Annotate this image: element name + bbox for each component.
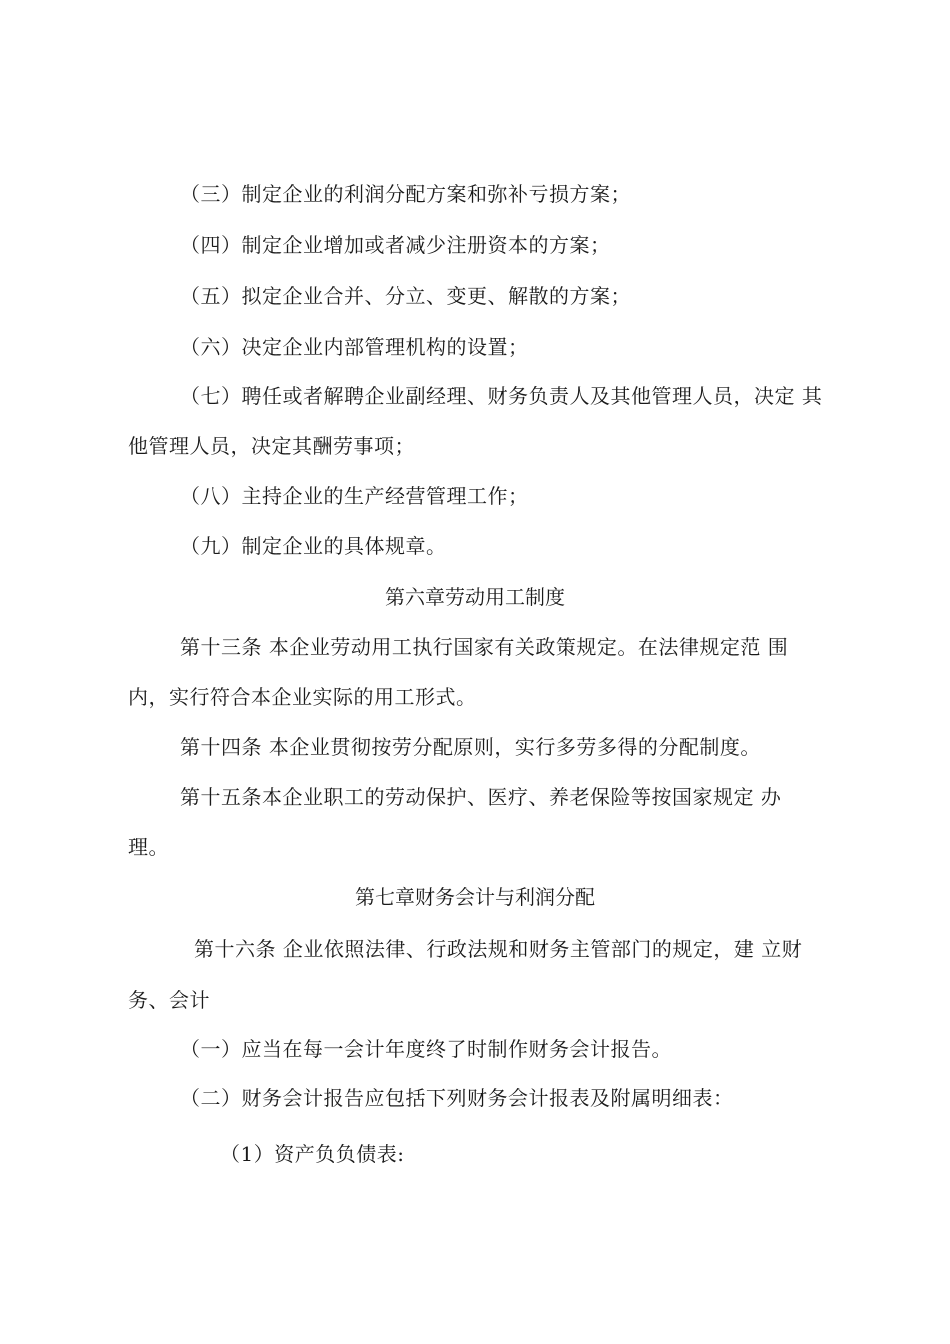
item-3: （三）制定企业的利润分配方案和弥补亏损方案； bbox=[180, 182, 631, 206]
article-16-line-2: 务、会计 bbox=[128, 988, 210, 1012]
finance-item-1: （一）应当在每一会计年度终了时制作财务会计报告。 bbox=[180, 1037, 672, 1061]
article-15-line-1: 第十五条本企业职工的劳动保护、医疗、养老保险等按国家规定 办 bbox=[180, 785, 782, 809]
article-15-line-2: 理。 bbox=[128, 835, 169, 859]
article-14: 第十四条 本企业贯彻按劳分配原则，实行多劳多得的分配制度。 bbox=[180, 735, 761, 759]
article-13-line-1: 第十三条 本企业劳动用工执行国家有关政策规定。在法律规定范 围 bbox=[180, 635, 789, 659]
item-8: （八）主持企业的生产经营管理工作； bbox=[180, 484, 529, 508]
item-6: （六）决定企业内部管理机构的设置； bbox=[180, 335, 529, 359]
chapter-6-title: 第六章劳动用工制度 bbox=[385, 585, 565, 609]
sub-item-1: （1）资产负负债表: bbox=[220, 1142, 405, 1166]
item-9: （九）制定企业的具体规章。 bbox=[180, 534, 447, 558]
finance-item-2: （二）财务会计报告应包括下列财务会计报表及附属明细表： bbox=[180, 1086, 734, 1110]
article-13-line-2: 内，实行符合本企业实际的用工形式。 bbox=[128, 685, 477, 709]
item-7-line-1: （七）聘任或者解聘企业副经理、财务负责人及其他管理人员，决定 其 bbox=[180, 384, 823, 408]
article-16-line-1: 第十六条 企业依照法律、行政法规和财务主管部门的规定，建 立财 bbox=[194, 937, 803, 961]
item-7-line-2: 他管理人员，决定其酬劳事项； bbox=[128, 434, 415, 458]
chapter-7-title: 第七章财务会计与利润分配 bbox=[355, 885, 595, 909]
item-4: （四）制定企业增加或者减少注册资本的方案； bbox=[180, 233, 611, 257]
item-5: （五）拟定企业合并、分立、变更、解散的方案； bbox=[180, 284, 631, 308]
